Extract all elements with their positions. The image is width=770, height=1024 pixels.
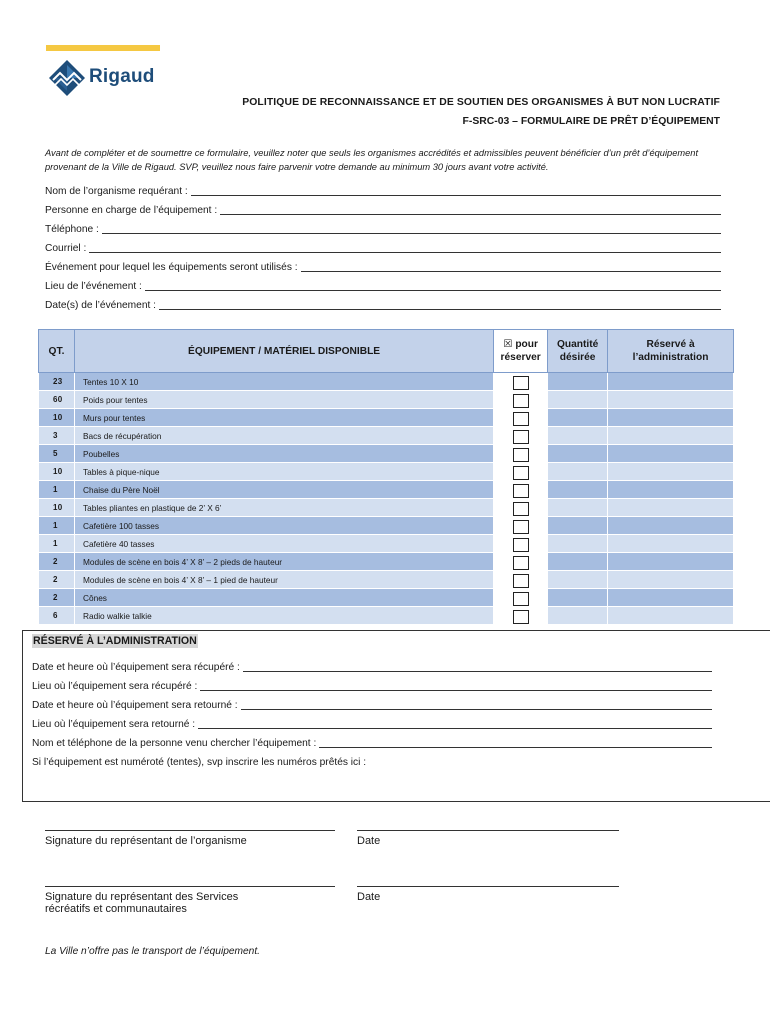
row-reserve-cell xyxy=(494,589,548,607)
row-item: Cafetière 40 tasses xyxy=(74,535,493,553)
table-row xyxy=(39,427,734,445)
reserve-checkbox[interactable] xyxy=(513,430,529,444)
date-label: Date xyxy=(357,835,381,847)
table-row xyxy=(39,463,734,481)
row-admin-cell[interactable] xyxy=(608,481,734,499)
field-label: Événement pour lequel les équipements seront utilisés : xyxy=(45,262,298,273)
row-item: Poubelles xyxy=(74,445,493,463)
signature-label: Signature du représentant de l’organisme xyxy=(45,835,247,847)
row-admin-cell[interactable] xyxy=(608,427,734,445)
logo-name: Rigaud xyxy=(89,66,155,87)
row-item: Tables pliantes en plastique de 2’ X 6’ xyxy=(74,499,493,517)
row-qty: 6 xyxy=(39,607,75,625)
signature-label-line2: récréatifs et communautaires xyxy=(45,903,187,915)
intro-text: Avant de compléter et de soumettre ce formulaire, veuillez noter que seuls les organismes accrédités et admissibles peuvent bénéficier d’un prêt d’équipement provenant de la Ville de Rigaud. SVP, veuillez nous faire parvenir votre demande au minimum 30 jours avant votre activité. xyxy=(45,148,699,172)
reserve-checkbox[interactable] xyxy=(513,394,529,408)
field-label: Téléphone : xyxy=(45,224,99,235)
admin-field-pickup-date[interactable] xyxy=(32,661,712,680)
rigaud-logo xyxy=(48,59,168,97)
row-quantity-cell[interactable] xyxy=(548,589,608,607)
admin-fields xyxy=(32,661,712,775)
row-reserve-cell xyxy=(494,445,548,463)
header-quantity-line1: Quantité xyxy=(556,339,599,350)
row-reserve-cell xyxy=(494,517,548,535)
field-label: Nom et téléphone de la personne venu chercher l’équipement : xyxy=(32,738,317,749)
reserve-checkbox[interactable] xyxy=(513,574,529,588)
admin-field-pickup-person[interactable] xyxy=(32,737,712,756)
field-lieu[interactable] xyxy=(45,280,721,299)
header-quantity-line2: désirée xyxy=(559,352,596,363)
field-blank-line[interactable] xyxy=(243,661,712,672)
admin-title: RÉSERVÉ À L’ADMINISTRATION xyxy=(33,635,197,647)
field-blank-line[interactable] xyxy=(89,242,721,253)
signature-organisme[interactable] xyxy=(45,830,335,847)
equipment-table xyxy=(38,329,734,625)
field-label: Date et heure où l’équipement sera récupéré : xyxy=(32,662,240,673)
field-label: Nom de l’organisme requérant : xyxy=(45,186,188,197)
field-label: Lieu où l’équipement sera retourné : xyxy=(32,719,196,730)
row-item: Poids pour tentes xyxy=(74,391,493,409)
row-qty: 1 xyxy=(39,535,75,553)
row-qty: 60 xyxy=(39,391,75,409)
form-title: POLITIQUE DE RECONNAISSANCE ET DE SOUTIEN DES ORGANISMES À BUT NON LUCRATIF xyxy=(242,97,720,108)
admin-field-pickup-place[interactable] xyxy=(32,680,712,699)
field-personne[interactable] xyxy=(45,204,721,223)
row-qty: 10 xyxy=(39,499,75,517)
row-qty: 1 xyxy=(39,517,75,535)
row-admin-cell[interactable] xyxy=(608,409,734,427)
table-row xyxy=(39,607,734,625)
row-item: Tentes 10 X 10 xyxy=(74,373,493,391)
row-reserve-cell xyxy=(494,607,548,625)
row-reserve-cell xyxy=(494,499,548,517)
row-qty: 2 xyxy=(39,571,75,589)
checked-box-icon: ☒ xyxy=(503,339,513,350)
reserve-checkbox[interactable] xyxy=(513,484,529,498)
field-blank-line[interactable] xyxy=(200,680,712,691)
table-row xyxy=(39,517,734,535)
transport-note: La Ville n’offre pas le transport de l’équipement. xyxy=(45,946,261,957)
row-quantity-cell[interactable] xyxy=(548,409,608,427)
row-admin-cell[interactable] xyxy=(608,607,734,625)
signature-date-2[interactable] xyxy=(357,886,619,903)
reserve-checkbox[interactable] xyxy=(513,448,529,462)
row-admin-cell[interactable] xyxy=(608,535,734,553)
row-quantity-cell[interactable] xyxy=(548,373,608,391)
row-item: Radio walkie talkie xyxy=(74,607,493,625)
reserve-checkbox[interactable] xyxy=(513,556,529,570)
header-admin xyxy=(608,330,734,373)
row-quantity-cell[interactable] xyxy=(548,571,608,589)
field-label: Lieu de l’événement : xyxy=(45,281,142,292)
row-quantity-cell[interactable] xyxy=(548,481,608,499)
row-item: Chaise du Père Noël xyxy=(74,481,493,499)
row-item: Murs pour tentes xyxy=(74,409,493,427)
row-item: Bacs de récupération xyxy=(74,427,493,445)
field-organisme[interactable] xyxy=(45,185,721,204)
row-quantity-cell[interactable] xyxy=(548,535,608,553)
field-blank-line[interactable] xyxy=(319,737,712,748)
row-qty: 1 xyxy=(39,481,75,499)
row-admin-cell[interactable] xyxy=(608,373,734,391)
row-quantity-cell[interactable] xyxy=(548,553,608,571)
row-qty: 10 xyxy=(39,463,75,481)
field-label: Courriel : xyxy=(45,243,87,254)
row-quantity-cell[interactable] xyxy=(548,445,608,463)
header-reserve-line2: réserver xyxy=(500,352,541,363)
field-blank-line[interactable] xyxy=(159,299,721,310)
date-label: Date xyxy=(357,891,381,903)
reserve-checkbox[interactable] xyxy=(513,538,529,552)
row-reserve-cell xyxy=(494,409,548,427)
header-reserve xyxy=(494,330,548,373)
reserve-checkbox[interactable] xyxy=(513,520,529,534)
reserve-checkbox[interactable] xyxy=(513,502,529,516)
table-row xyxy=(39,373,734,391)
admin-field-return-date[interactable] xyxy=(32,699,712,718)
row-reserve-cell xyxy=(494,571,548,589)
field-evenement[interactable] xyxy=(45,261,721,280)
row-quantity-cell[interactable] xyxy=(548,427,608,445)
field-blank-line[interactable] xyxy=(220,204,721,215)
field-blank-line[interactable] xyxy=(198,718,712,729)
row-admin-cell[interactable] xyxy=(608,463,734,481)
field-label: Personne en charge de l’équipement : xyxy=(45,205,218,216)
row-item: Cônes xyxy=(74,589,493,607)
row-item: Cafetière 100 tasses xyxy=(74,517,493,535)
field-blank-line[interactable] xyxy=(301,261,721,272)
header-equipment: ÉQUIPEMENT / MATÉRIEL DISPONIBLE xyxy=(74,330,493,373)
table-row xyxy=(39,553,734,571)
row-item: Modules de scène en bois 4’ X 8’ – 2 pieds de hauteur xyxy=(74,553,493,571)
row-admin-cell[interactable] xyxy=(608,391,734,409)
row-admin-cell[interactable] xyxy=(608,571,734,589)
row-qty: 10 xyxy=(39,409,75,427)
row-quantity-cell[interactable] xyxy=(548,463,608,481)
row-qty: 2 xyxy=(39,589,75,607)
table-row xyxy=(39,571,734,589)
table-row xyxy=(39,409,734,427)
row-reserve-cell xyxy=(494,391,548,409)
field-label: Date(s) de l’événement : xyxy=(45,300,156,311)
header-admin-line1: Réservé à xyxy=(646,339,695,350)
row-reserve-cell xyxy=(494,427,548,445)
reserve-checkbox[interactable] xyxy=(513,412,529,426)
signature-date-1[interactable] xyxy=(357,830,619,847)
row-item: Modules de scène en bois 4’ X 8’ – 1 pied de hauteur xyxy=(74,571,493,589)
row-qty: 3 xyxy=(39,427,75,445)
admin-field-return-place[interactable] xyxy=(32,718,712,737)
row-reserve-cell xyxy=(494,373,548,391)
reserve-checkbox[interactable] xyxy=(513,376,529,390)
row-qty: 5 xyxy=(39,445,75,463)
table-row xyxy=(39,589,734,607)
field-label: Lieu où l’équipement sera récupéré : xyxy=(32,681,198,692)
row-admin-cell[interactable] xyxy=(608,553,734,571)
table-row xyxy=(39,391,734,409)
row-quantity-cell[interactable] xyxy=(548,607,608,625)
field-blank-line[interactable] xyxy=(241,699,712,710)
field-blank-line[interactable] xyxy=(191,185,721,196)
row-reserve-cell xyxy=(494,463,548,481)
field-label: Date et heure où l’équipement sera retourné : xyxy=(32,700,238,711)
row-quantity-cell[interactable] xyxy=(548,517,608,535)
logo-accent-bar xyxy=(46,45,160,51)
row-qty: 2 xyxy=(39,553,75,571)
row-quantity-cell[interactable] xyxy=(548,391,608,409)
field-label: Si l’équipement est numéroté (tentes), svp inscrire les numéros prêtés ici : xyxy=(32,757,367,768)
reserve-checkbox[interactable] xyxy=(513,610,529,624)
signature-label-line1: Signature du représentant des Services xyxy=(45,891,239,903)
admin-numbered-note[interactable] xyxy=(32,756,712,775)
table-row xyxy=(39,481,734,499)
header-quantity xyxy=(548,330,608,373)
field-telephone[interactable] xyxy=(45,223,721,242)
header-qty: QT. xyxy=(39,330,75,373)
field-blank-line[interactable] xyxy=(102,223,721,234)
signature-services[interactable] xyxy=(45,886,335,915)
table-row xyxy=(39,445,734,463)
row-item: Tables à pique-nique xyxy=(74,463,493,481)
form-subtitle: F-SRC-03 – FORMULAIRE DE PRÊT D’ÉQUIPEMENT xyxy=(462,116,720,127)
field-dates[interactable] xyxy=(45,299,721,318)
row-reserve-cell xyxy=(494,535,548,553)
admin-section xyxy=(22,630,770,802)
row-reserve-cell xyxy=(494,553,548,571)
reserve-checkbox[interactable] xyxy=(513,466,529,480)
row-reserve-cell xyxy=(494,481,548,499)
reserve-checkbox[interactable] xyxy=(513,592,529,606)
row-qty: 23 xyxy=(39,373,75,391)
row-quantity-cell[interactable] xyxy=(548,499,608,517)
row-admin-cell[interactable] xyxy=(608,445,734,463)
row-admin-cell[interactable] xyxy=(608,517,734,535)
header-admin-line2: l’administration xyxy=(632,352,709,363)
row-admin-cell[interactable] xyxy=(608,589,734,607)
row-admin-cell[interactable] xyxy=(608,499,734,517)
header-reserve-line1: pour xyxy=(515,339,538,350)
requester-fields xyxy=(45,185,721,318)
table-row xyxy=(39,499,734,517)
logo-diamond-icon xyxy=(48,59,86,97)
table-row xyxy=(39,535,734,553)
field-courriel[interactable] xyxy=(45,242,721,261)
field-blank-line[interactable] xyxy=(145,280,721,291)
